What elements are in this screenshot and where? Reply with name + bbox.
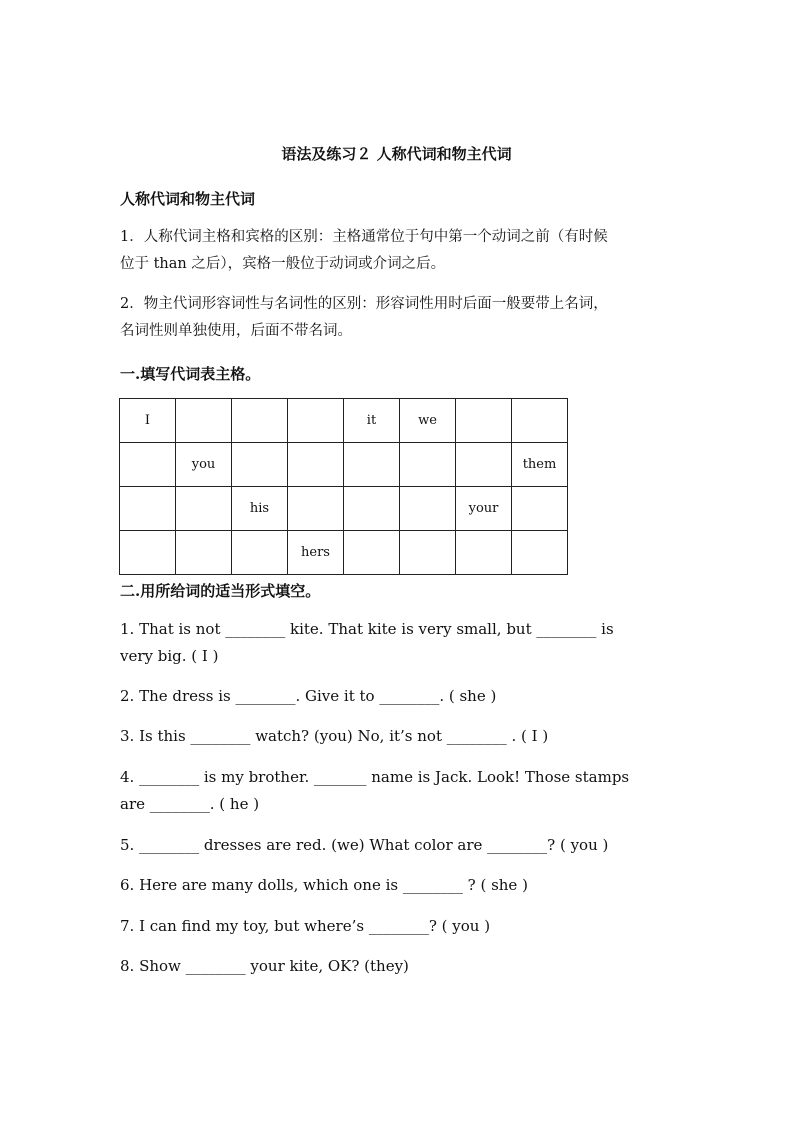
table-cell	[512, 531, 568, 575]
table-cell	[456, 399, 512, 443]
question-7: 7. I can find my toy, but where’s ________? ( you )	[120, 917, 491, 935]
page-title: 语法及练习２ 人称代词和物主代词	[281, 145, 512, 163]
table-cell	[400, 443, 456, 487]
table-row	[120, 399, 568, 443]
table-cell	[456, 443, 512, 487]
question-5: 5. ________ dresses are red. (we) What color are ________? ( you )	[120, 836, 609, 854]
note-1-line-2: 位于 than 之后），宾格一般位于动词或介词之后。	[120, 256, 446, 272]
table-cell	[176, 399, 232, 443]
question-6: 6. Here are many dolls, which one is ________ ? ( she )	[120, 876, 528, 894]
question-3: 3. Is this ________ watch? (you) No, it’s not ________ . ( I )	[120, 727, 549, 745]
table-cell: I	[120, 399, 176, 443]
pronoun-table	[119, 398, 568, 575]
question-8: 8. Show ________ your kite, OK? (they)	[120, 957, 409, 975]
table-cell	[120, 487, 176, 531]
table-cell: you	[176, 443, 232, 487]
note-2-line-1: 2．物主代词形容词性与名词性的区别：形容词性用时后面一般要带上名词，	[120, 296, 608, 312]
table-cell	[344, 487, 400, 531]
note-2-line-2: 名词性则单独使用，后面不带名词。	[120, 323, 352, 339]
table-cell	[120, 531, 176, 575]
table-cell	[232, 399, 288, 443]
table-cell	[400, 531, 456, 575]
part1-heading: 一.填写代词表主格。	[120, 365, 261, 383]
table-cell	[400, 487, 456, 531]
table-cell	[512, 399, 568, 443]
question-1-line-2: very big. ( I )	[120, 647, 219, 665]
question-1-line-1: 1. That is not ________ kite. That kite is very small, but ________ is	[120, 620, 614, 638]
table-cell	[232, 531, 288, 575]
table-cell	[176, 531, 232, 575]
table-cell	[344, 443, 400, 487]
table-cell: them	[512, 443, 568, 487]
table-cell	[344, 531, 400, 575]
table-cell	[120, 443, 176, 487]
table-cell: his	[232, 487, 288, 531]
table-row	[120, 487, 568, 531]
question-4-line-2: are ________. ( he )	[120, 795, 260, 813]
question-4-line-1: 4. ________ is my brother. _______ name is Jack. Look! Those stamps	[120, 768, 630, 786]
table-cell	[456, 531, 512, 575]
table-cell	[512, 487, 568, 531]
table-cell: your	[456, 487, 512, 531]
table-cell	[288, 443, 344, 487]
table-cell: hers	[288, 531, 344, 575]
table-cell	[288, 487, 344, 531]
table-row	[120, 531, 568, 575]
section-heading: 人称代词和物主代词	[120, 190, 256, 208]
question-2: 2. The dress is ________. Give it to ________. ( she )	[120, 687, 497, 705]
table-cell	[232, 443, 288, 487]
table-cell: it	[344, 399, 400, 443]
table-cell: we	[400, 399, 456, 443]
table-cell	[288, 399, 344, 443]
note-1-line-1: 1．人称代词主格和宾格的区别：主格通常位于句中第一个动词之前（有时候	[120, 229, 608, 245]
table-cell	[176, 487, 232, 531]
table-row	[120, 443, 568, 487]
part2-heading: 二.用所给词的适当形式填空。	[120, 582, 321, 600]
